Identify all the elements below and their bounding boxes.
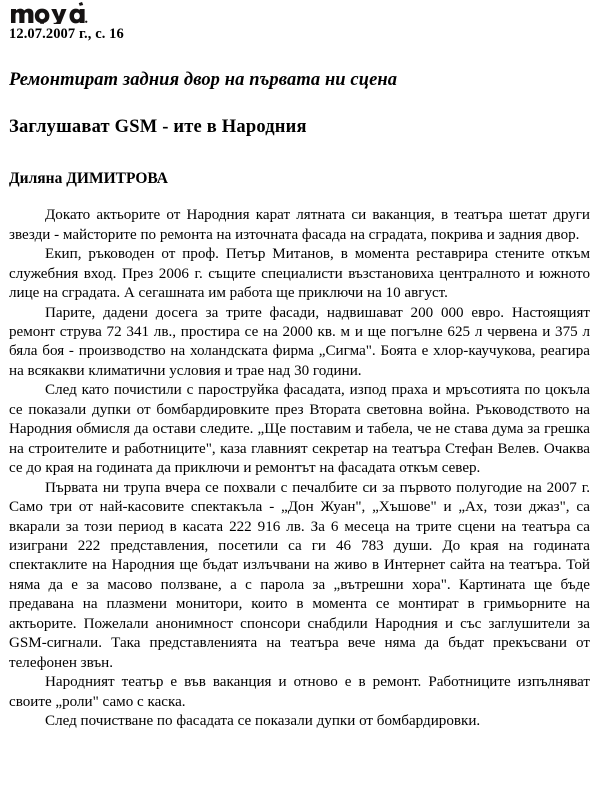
article-paragraph: Първата ни трупа вчера се похвали с печалбите си за първото полугодие на 2007 г. Само три от най-касовите спектакъла - „Дон Жуан", „Хъшове" и „Ах, този джаз", са вкарали за този период в касата 222 916 лв. За 6 месеца на трите сцени на театъра са изиграни 222 представления, посетили са ги 46 783 души. До края на годината спектаклите на Народния ще бъдат излъчвани на живо в Интернет сайта на театъра. Той няма да е за масово ползване, а с парола за „вътрешни хора". Картината ще бъде предавана на плазмени монитори, които в момента се монтират в гримьорните на актьорите. Пожелали анонимност спонсори снабдили Народния и със заглушители за GSM-сигнали. Така представленията на театъра вече няма да бъдат прекъсвани от телефонен звън. bbox=[9, 479, 590, 671]
article-paragraph: Парите, дадени досега за трите фасади, надвишават 200 000 евро. Настоящият ремонт струва 72 341 лв., простира се на 2000 кв. м и ще погълне 625 л червена и 375 л бяла боя - производство на холандската фирма „Сигма". Боята е хлор-каучукова, реагира на всякакви климатични условия и трае над 30 години. bbox=[9, 304, 590, 379]
article-paragraph: След като почистили с пароструйка фасадата, изпод праха и мръсотията по цокъла се показали дупки от бомбардировките през Втората световна война. Ръководството на Народния обмисля да остави следите. „Ще поставим и табела, че не става дума за грешка на строителите и работниците", каза главният секретар на театъра Стефан Велев. Очаква се до края на годината да приключи и ремонтът на фасадата откъм север. bbox=[9, 382, 590, 477]
dateline: 12.07.2007 г., с. 16 bbox=[9, 26, 124, 42]
article-body bbox=[9, 206, 590, 731]
article-byline: Диляна ДИМИТРОВА bbox=[9, 170, 168, 188]
article-paragraph: След почистване по фасадата се показали дупки от бомбардировки. bbox=[45, 713, 481, 730]
article-paragraph: Народният театър е във ваканция и отново е в ремонт. Работниците изпълняват своите „роли" само с каска. bbox=[9, 674, 590, 710]
article-kicker: Ремонтират задния двор на първата ни сцена bbox=[9, 69, 398, 90]
masthead bbox=[8, 0, 592, 43]
article-paragraph: Докато актьорите от Народния карат лятната си ваканция, в театъра шетат други звезди - майсторите по ремонта на източната фасада на сградата, покрива и задния двор. bbox=[9, 207, 590, 243]
article-paragraph: Екип, ръководен от проф. Петър Митанов, в момента реставрира стените откъм служебния вход. През 2006 г. същите специалисти възстановиха централното и южното лице на сградата. А сегашната им работа ще приключи на 10 август. bbox=[9, 246, 590, 302]
moya-logo bbox=[10, 2, 88, 24]
page-title: Заглушават GSM - ите в Народния bbox=[9, 117, 307, 138]
